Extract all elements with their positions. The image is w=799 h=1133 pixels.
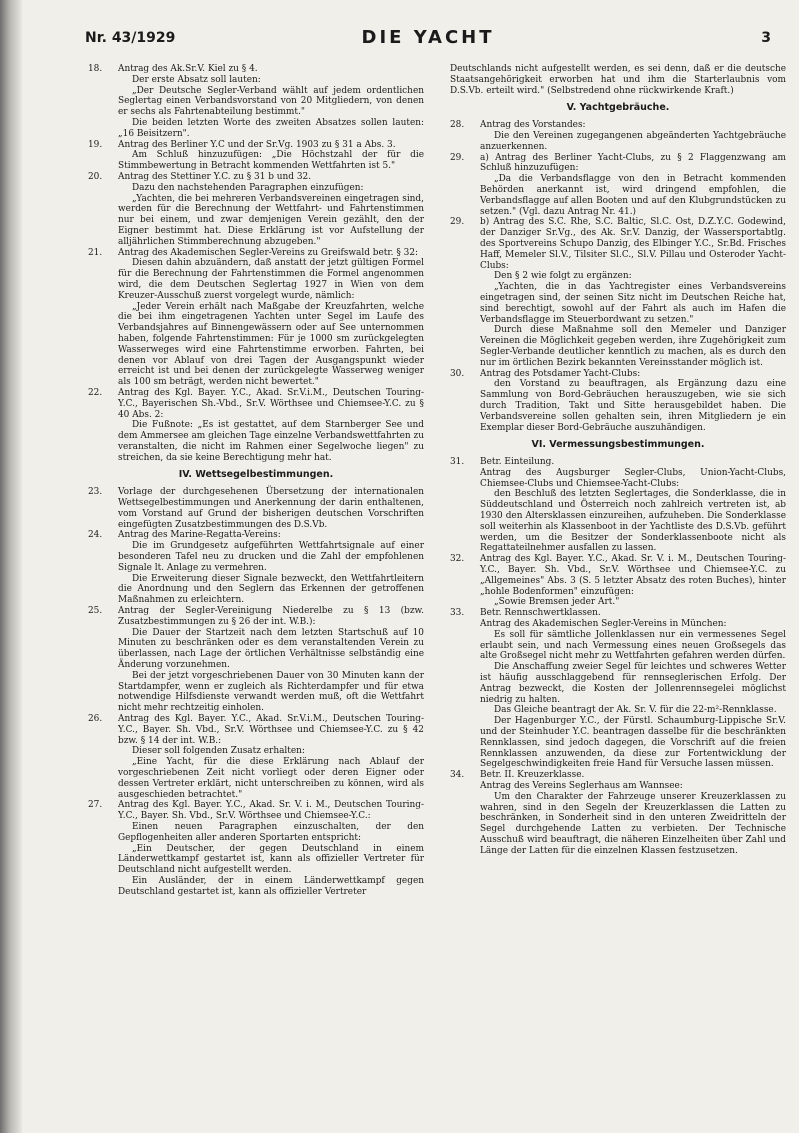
paragraph [88,118,424,140]
item-text: Antrag des Stettiner Y.C. zu § 31 b und 32. [118,171,312,182]
paragraph-text: „Ein Deutscher, der gegen Deutschland in einem Länderwettkampf gestartet ist, kann als offizieller Vertreter für Deutschland nicht aufgestellt werden. [118,843,424,876]
paragraph-text: Die Dauer der Startzeit nach dem letzten Startschuß auf 10 Minuten zu beschränken oder es dem veranstaltenden Verein zu überlassen, nach Lage der örtlichen Verhältnisse selbständig eine Änderung vorzunehmen. [118,627,424,671]
page-header [85,27,771,50]
paragraph-text: „Der Deutsche Segler-Verband wählt auf jedem ordentlichen Seglertag einen Verbandsvorstand von 20 Mitgliedern, von denen er sechs als Fahrtenabteilung bestimmt." [118,85,424,118]
antrag-item [450,369,786,380]
item-text: Betr. Einteilung. [480,457,555,468]
continued-paragraph [450,64,786,96]
paragraph-text: Die beiden letzten Worte des zweiten Absatzes sollen lauten: „16 Beisitzern". [118,117,424,139]
antrag-item [450,457,786,468]
paragraph-text: Die den Vereinen zugegangenen abgeänderten Yachtgebräuche anzuerkennen. [480,130,786,152]
section-heading: VI. Vermessungsbestimmungen. [531,439,705,451]
antrag-item [88,800,424,822]
paragraph-text: Es soll für sämtliche Jollenklassen nur ein vermessenes Segel erlaubt sein, und nach Vermessung eines neuen Großsegels das alte Großsegel nicht mehr zu Wettfahrten gefahren werden dürfen. [480,629,786,662]
item-number: 22. [88,387,103,398]
left-column [88,64,424,898]
paragraph [450,781,786,792]
paragraph [88,150,424,172]
item-text: Vorlage der durchgesehenen Übersetzung der internationalen Wettsegelbestimmungen und Anerkennung der darin enthaltenen, vom Vorstand auf Grund der bisherigen deutschen Vorschriften eingefügten Zusatzbestimmungen des D.S.Vb. [118,487,424,530]
item-number: 26. [88,714,103,725]
item-number: 29. [450,152,465,163]
antrag-item [450,608,786,619]
paragraph-text: Um den Charakter der Fahrzeuge unserer Kreuzerklassen zu wahren, sind in den Segeln der Kreuzerklassen die Latten zu beschränken, in Sonderheit sind in den unteren Zweidritteln der Segel durchgehende Latten zu verbieten. Der Technische Ausschuß wird beauftragt, die näheren Einzelheiten über Zahl und Länge der Latten für die einzelnen Klassen festzusetzen. [480,791,786,856]
paragraph [88,302,424,388]
item-text: Antrag des Kgl. Bayer. Y.C., Akad. Sr.V.i.M., Deutschen Touring-Y.C., Bayer. Sh. Vbd., Sr.V. Wörthsee und Chiemsee-Y.C. zu § 42 bzw. § 14 der int. W.B.: [118,714,424,746]
paragraph-text: Die Fußnote: „Es ist gestattet, auf dem Starnberger See und dem Ammersee am gleichen Tage einzelne Verbandswettfahrten zu veranstalten, die nicht im Rahmen einer Segelwoche liegen" zu streichen, da sie keine Berechtigung mehr hat. [118,420,424,463]
item-number: 30. [450,368,465,379]
paragraph-text: Die Erweiterung dieser Signale bezweckt, den Wettfahrtleitern die Anordnung und den Seglern das Erkennen der getroffenen Maßnahmen zu erleichtern. [118,573,424,606]
item-number: 23. [88,487,103,498]
paragraph [450,379,786,433]
item-number: 25. [88,606,103,617]
paragraph [88,75,424,86]
item-number: 19. [88,139,103,150]
paragraph [88,844,424,876]
paragraph-text: Antrag des Augsburger Segler-Clubs, Union-Yacht-Clubs, Chiemsee-Clubs und Chiemsee-Yacht-Clubs: [480,467,786,489]
paragraph [88,86,424,118]
paragraph-text: „Eine Yacht, für die diese Erklärung nach Ablauf der vorgeschriebenen Zeit nicht vorliegt oder deren Eigner oder dessen Vertreter erklärt, nicht unterschreiben zu können, wird als ausgeschieden betrachtet." [118,757,424,800]
paragraph [450,174,786,217]
paragraph-text: Antrag des Akademischen Segler-Vereins in München: [480,619,727,630]
paragraph-text: Die Anschaffung zweier Segel für leichtes und schweres Wetter ist häufig ausschlaggebend für rennseglerischen Erfolg. Der Antrag bezweckt, die Kosten der Jollenrennsegelei möglichst niedrig zu halten. [480,662,786,705]
paragraph [450,630,786,662]
paragraph-text: Einen neuen Paragraphen einzuschalten, der den Gepflogenheiten aller anderen Sportarten entspricht: [118,821,424,843]
paragraph-text: Der Hagenburger Y.C., der Fürstl. Schaumburg-Lippische Sr.V. und der Steinhuder Y.C. beantragen dasselbe für die beschränkten Rennklassen, sind jedoch dagegen, die Vorschrift auf die freien Rennklassen anzuwenden, da diese zur Fortentwicklung der Segelgeschwindigkeiten freie Hand für Versuche lassen müssen. [480,716,786,770]
item-text: Antrag der Segler-Vereinigung Niederelbe zu § 13 (bzw. Zusatzbestimmungen zu § 26 der int. W.B.): [118,606,424,627]
paragraph [88,876,424,898]
antrag-item [88,606,424,628]
item-text: a) Antrag des Berliner Yacht-Clubs, zu § 2 Flaggenzwang am Schluß hinzuzufügen: [480,152,786,174]
antrag-item [450,554,786,597]
item-text: Antrag des Vorstandes: [480,120,586,131]
paragraph [450,662,786,705]
paragraph [450,271,786,282]
paragraph-text: Ein Ausländer, der in einem Länderwettkampf gegen Deutschland gestartet ist, kann als offizieller Vertreter [118,875,424,897]
item-number: 31. [450,457,465,468]
paragraph-text: Die im Grundgesetz aufgeführten Wettfahrtsignale auf einer besonderen Tafel neu zu drucken und die Zahl der empfohlenen Signale lt. Anlage zu vermehren. [118,541,424,573]
paragraph [88,420,424,463]
magazine-title: DIE YACHT [361,27,495,48]
item-number: 18. [88,64,103,74]
item-number: 28. [450,120,465,131]
paragraph [88,258,424,301]
item-number: 24. [88,530,103,541]
section-heading: IV. Wettsegelbestimmungen. [178,469,334,481]
page-number: 3 [761,30,771,46]
item-text: Betr. Rennschwertklassen. [480,608,601,619]
antrag-item [88,487,424,530]
item-text: Antrag des Marine-Regatta-Vereins: [118,530,281,541]
item-text: Antrag des Akademischen Segler-Vereins zu Greifswald betr. § 32: [118,247,419,258]
paragraph [88,574,424,606]
paragraph [450,468,786,490]
antrag-item [88,140,424,151]
paragraph-text: Am Schluß hinzuzufügen: „Die Höchstzahl der für die Stimmbewertung in Betracht kommenden Wettfahrten ist 5." [118,150,424,172]
item-text: Antrag des Berliner Y.C und der Sr.Vg. 1903 zu § 31 a Abs. 3. [118,139,396,150]
item-number: 32. [450,554,465,565]
paragraph-text: Bei der jetzt vorgeschriebenen Dauer von 30 Minuten kann der Startdampfer, wenn er zugleich als Richterdampfer und für etwa notwendige Hilfsdienste verwandt werden muß, oft die Wettfahrt nicht mehr rechtzeitig einholen. [118,670,424,714]
paragraph [450,716,786,770]
paragraph-text: Durch diese Maßnahme soll den Memeler und Danziger Vereinen die Möglichkeit gegeben werden, ihre Zugehörigkeit zum Segler-Verbande deutlicher kenntlich zu machen, als es durch den nur im örtlichen Bezirk bekannten Vereinsstander möglich ist. [480,325,786,368]
paragraph-text: „Sowie Bremsen jeder Art." [494,597,620,608]
paragraph-text: Dieser soll folgenden Zusatz erhalten: [132,746,305,757]
paragraph [88,757,424,800]
section-heading: V. Yachtgebräuche. [566,102,670,114]
item-number: 20. [88,171,103,182]
paragraph-text: Der erste Absatz soll lauten: [132,74,261,85]
paragraph-text: Diesen dahin abzuändern, daß anstatt der jetzt gültigen Formel für die Berechnung der Fahrtenstimmen die Formel angenommen wird, die dem Deutschen Seglertag 1927 in Wien von dem Kreuzer-Ausschuß zuerst vorgelegt wurde, nämlich: [118,258,424,301]
paragraph-text: den Beschluß des letzten Seglertages, die Sonderklasse, die in Süddeutschland und Österreich noch zahlreich vertreten ist, ab 1930 den Altersklassen einzureihen, aufzuheben. Die Sonderklasse soll weiterhin als Klassenboot in der Yachtliste des D.S.Vb. geführt werden, um die Besitzer der Sonderklassenboote nicht als Regattateilnehmer ausfallen zu lassen. [480,489,786,554]
paragraph-text: „Yachten, die bei mehreren Verbandsvereinen eingetragen sind, werden für die Berechnung der Wettfahrt- und Fahrtenstimmen nur bei einem, und zwar demjenigen Verein gezählt, den der Eigner bestimmt hat. Diese Erklärung ist vor Aufstellung der alljährlichen Stimmberechnung abzugeben." [118,193,424,247]
paragraph [88,541,424,573]
paragraph-text: „Yachten, die in das Yachtregister eines Verbandsvereins eingetragen sind, der seinen Sitz nicht im Deutschen Reiche hat, sind berechtigt, sowohl auf der Fahrt als auch im Hafen die Verbandsflagge im Steuerbordwant zu setzen." [480,282,786,325]
antrag-item [450,770,786,781]
paragraph [450,597,786,608]
item-text: b) Antrag des S.C. Rhe, S.C. Baltic, Sl.C. Ost, D.Z.Y.C. Godewind, der Danziger Sr.Vg., des Ak. Sr.V. Danzig, der Wassersportabtlg. des Sportvereins Schupo Danzig, des Elbinger Y.C., Sr.Bd. Frisches Haff, Memeler Sl.V., Tilsiter Sl.C., Sl.V. Pillau und Osteroder Yacht-Clubs: [480,217,786,271]
right-column [450,64,786,857]
antrag-item [450,153,786,175]
item-text: Antrag des Ak.Sr.V. Kiel zu § 4. [118,64,258,74]
paragraph-text: „Jeder Verein erhält nach Maßgabe der Kreuzfahrten, welche die bei ihm eingetragenen Yachten unter Segel im Laufe des Verbandsjahres auf Binnengewässern oder auf See unternommen haben, folgende Fahrtenstimmen: Für je 1000 sm zurückgelegten Wasserweges wird eine Fahrtenstimme erworben. Fahrten, bei denen vor Ablauf von drei Tagen der Ausgangspunkt wieder erreicht ist und bei denen der zurückgelegte Wasserweg weniger als 100 sm beträgt, werden nicht bewertet." [118,301,424,388]
scan-shadow-edge [0,0,22,1133]
item-text: Antrag des Potsdamer Yacht-Clubs: [480,368,641,379]
paragraph [450,705,786,716]
item-number: 27. [88,800,103,811]
paragraph-text: Dazu den nachstehenden Paragraphen einzufügen: [132,182,364,193]
antrag-item [450,120,786,131]
paragraph [450,131,786,153]
paragraph [88,183,424,194]
paragraph [450,619,786,630]
paragraph [88,194,424,248]
paragraph [88,628,424,671]
paragraph [88,822,424,844]
item-number: 33. [450,608,465,619]
antrag-item [88,64,424,75]
paragraph-text: den Vorstand zu beauftragen, als Ergänzung dazu eine Sammlung von Bord-Gebräuchen herauszugeben, wie sie sich durch Tradition, Takt und Sitte herausgebildet haben. Die Verbandsvereine sollen gehalten sein, ihren Mitgliedern je ein Exemplar dieser Bord-Gebräuche auszuhändigen. [480,379,786,433]
antrag-item [88,714,424,746]
paragraph-text: Antrag des Vereins Seglerhaus am Wannsee: [480,781,683,791]
paragraph-text: Das Gleiche beantragt der Ak. Sr. V. für die 22-m²-Rennklasse. [494,705,777,716]
antrag-item [88,388,424,420]
item-number: 21. [88,247,103,258]
item-text: Betr. II. Kreuzerklasse. [480,770,585,781]
paragraph-text: „Da die Verbandsflagge von den in Betracht kommenden Behörden anerkannt ist, wird dringend empfohlen, die Verbandsflagge auf allen Booten und auf den Klubgrundstücken zu setzen." (Vgl. dazu Antrag Nr. 41.) [480,174,786,217]
antrag-item [88,172,424,183]
paragraph [450,325,786,368]
antrag-item [88,530,424,541]
paragraph [450,489,786,554]
paragraph [450,282,786,325]
paragraph [88,746,424,757]
paragraph [88,671,424,714]
antrag-item [88,248,424,259]
item-text: Antrag des Kgl. Bayer. Y.C., Akad. Sr.V.i.M., Deutschen Touring-Y.C., Bayerischen Sh.-Vbd., Sr.V. Wörthsee und Chiemsee-Y.C. zu § 40 Abs. 2: [118,387,424,420]
item-number: 29. [450,217,465,228]
paragraph-text: Deutschlands nicht aufgestellt werden, es sei denn, daß er die deutsche Staatsangehörigkeit erworben hat und ihm die Starterlaubnis vom D.S.Vb. erteilt wird." (Selbstredend ohne rückwirkende Kraft.) [450,64,786,96]
paragraph-text: Den § 2 wie folgt zu ergänzen: [494,271,632,282]
antrag-item [450,217,786,271]
paragraph [450,792,786,857]
item-text: Antrag des Kgl. Bayer. Y.C., Akad. Sr. V. i. M., Deutschen Touring-Y.C., Bayer. Sh. Vbd., Sr.V. Wörthsee und Chiemsee-Y.C. zu „Allgemeines" Abs. 3 (S. 5 letzter Absatz des roten Buches), hinter „hohle Bodenformen" einzufügen: [480,554,786,597]
item-number: 34. [450,770,465,781]
item-text: Antrag des Kgl. Bayer. Y.C., Akad. Sr. V. i. M., Deutschen Touring-Y.C., Bayer. Sh. Vbd., Sr.V. Wörthsee und Chiemsee-Y.C.: [118,800,424,822]
issue-number: Nr. 43/1929 [85,30,176,46]
